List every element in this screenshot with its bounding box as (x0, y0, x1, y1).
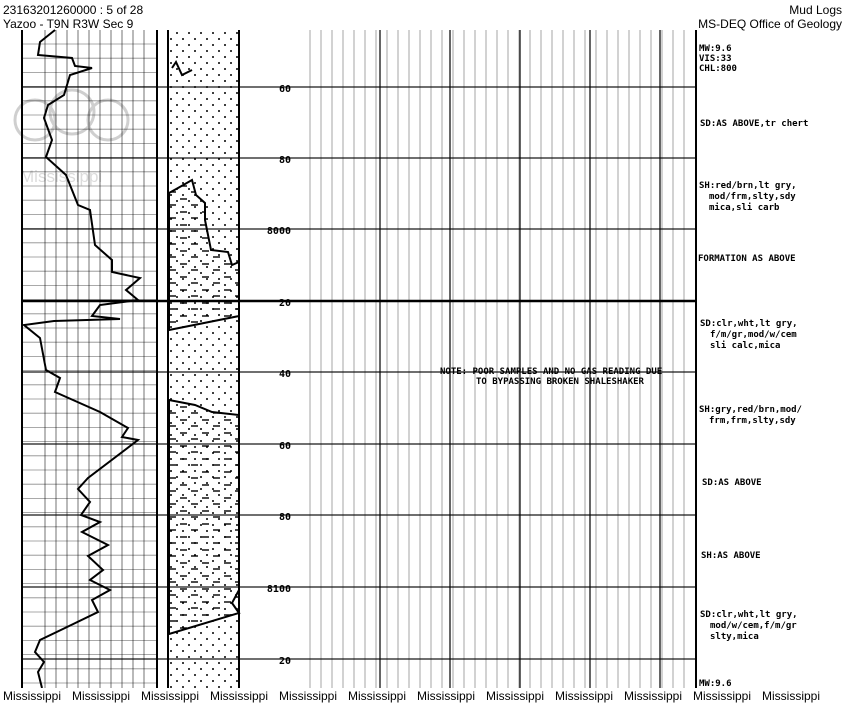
footer-watermark: Mississippi (624, 689, 683, 703)
mud-property: VIS:33 (699, 54, 732, 64)
well-location: Yazoo - T9N R3W Sec 9 (3, 17, 134, 31)
depth-label: 60 (278, 84, 291, 95)
lithology-description: mod/frm,slty,sdy (709, 192, 796, 202)
footer-watermark: Mississippi (141, 689, 200, 703)
lithology-description: MW:9.6 (699, 679, 732, 688)
log-grid (22, 30, 696, 688)
depth-label: 8100 (266, 584, 291, 595)
footer-watermark: Mississippi (417, 689, 476, 703)
lithology-column (169, 30, 239, 688)
depth-label: 80 (278, 155, 291, 166)
footer-watermark: Mississippi (486, 689, 545, 703)
seal-watermark-text: Mississippi (20, 167, 103, 186)
log-note (440, 367, 662, 387)
footer-watermark-bar (0, 688, 848, 705)
footer-watermark: Mississippi (279, 689, 338, 703)
footer-watermark: Mississippi (210, 689, 269, 703)
lithology-description: SD:AS ABOVE (702, 478, 762, 488)
footer-watermark: Mississippi (72, 689, 131, 703)
depth-scale (267, 84, 291, 667)
lithology-description: mica,sli carb (709, 203, 780, 213)
lithology-description: SH:gry,red/brn,mod/ (699, 405, 802, 415)
mud-property: CHL:800 (699, 64, 737, 74)
depth-label: 60 (278, 441, 291, 452)
footer-watermark: Mississippi (693, 689, 752, 703)
lithology-description: f/m/gr,mod/w/cem (710, 330, 797, 340)
shale-fill (169, 400, 239, 634)
lithology-description: SH:AS ABOVE (701, 551, 761, 561)
lithology-description: sli calc,mica (710, 341, 781, 351)
document-category: Mud Logs (789, 3, 842, 17)
lithology-description: SH:red/brn,lt gry, (699, 181, 797, 191)
footer-watermark: Mississippi (555, 689, 614, 703)
lithology-description: SD:clr,wht,lt gry, (700, 319, 798, 329)
depth-label: 20 (278, 298, 291, 309)
mud-properties (699, 44, 737, 74)
document-id: 23163201260000 : 5 of 28 (3, 3, 144, 17)
lithology-descriptions (698, 119, 808, 688)
lithology-description: SD:clr,wht,lt gry, (700, 610, 798, 620)
depth-label: 8000 (266, 226, 291, 237)
agency-name: MS-DEQ Office of Geology (698, 17, 842, 31)
footer-watermark: Mississippi (762, 689, 821, 703)
depth-label: 80 (278, 512, 291, 523)
mud-property: MW:9.6 (699, 44, 732, 54)
drill-rate-curve (24, 30, 140, 688)
note-text: TO BYPASSING BROKEN SHALESHAKER (476, 377, 644, 387)
lithology-description: FORMATION AS ABOVE (698, 254, 796, 264)
note-text: NOTE: POOR SAMPLES AND NO GAS READING DUE (440, 367, 663, 377)
footer-watermark: Mississippi (348, 689, 407, 703)
depth-label: 20 (278, 656, 291, 667)
lithology-description: slty,mica (710, 632, 759, 642)
lithology-description: mod/w/cem,f/m/gr (710, 621, 797, 631)
footer-watermark: Mississippi (3, 689, 62, 703)
lithology-description: frm,frm,slty,sdy (709, 416, 796, 426)
depth-label: 40 (278, 369, 291, 380)
lithology-description: SD:AS ABOVE,tr chert (700, 119, 809, 129)
